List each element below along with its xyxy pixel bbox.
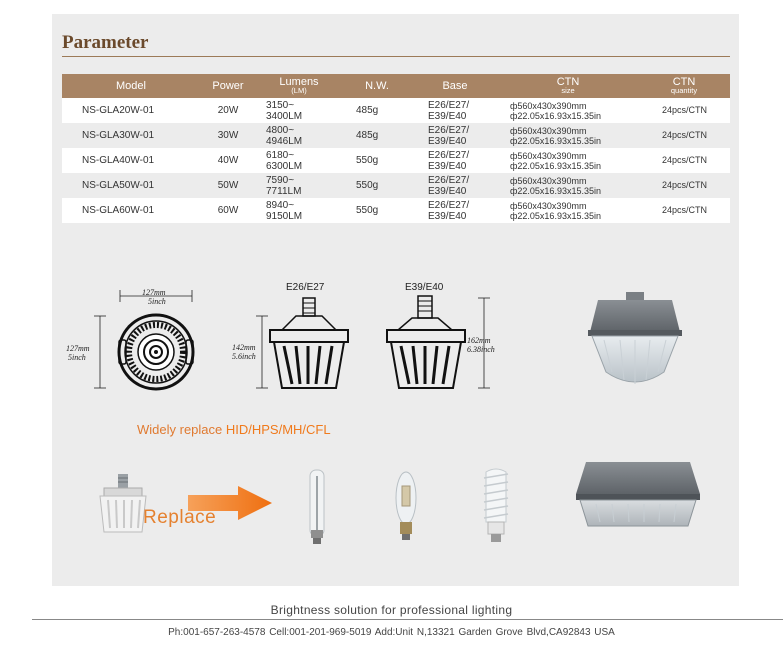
footer-divider bbox=[32, 619, 783, 620]
cell-lumens-line: 6300LM bbox=[266, 160, 303, 172]
cell-ctn-size-line: ф560x430x390mm bbox=[510, 125, 587, 136]
header-ctn-qty-label: CTN bbox=[672, 76, 696, 88]
cell-lumens-line: 3400LM bbox=[266, 110, 303, 122]
cell-ctn-size-line: ф560x430x390mm bbox=[510, 100, 587, 111]
cell-ctn-size-line: ф560x430x390mm bbox=[510, 150, 587, 161]
top-width-mm: 127mm bbox=[142, 288, 166, 297]
e26-height-mm: 142mm bbox=[232, 343, 256, 352]
e26-base-label: E26/E27 bbox=[286, 282, 325, 293]
footer-tagline: Brightness solution for professional lighting bbox=[270, 603, 513, 617]
cell-ctn-size-line: ф560x430x390mm bbox=[510, 175, 587, 186]
cell-ctn-qty-line: 24pcs/CTN bbox=[662, 155, 708, 165]
cell-ctn-size-line: ф22.05x16.93x15.35in bbox=[510, 135, 601, 146]
cell-lumens-line: 8940~ bbox=[266, 199, 295, 211]
cell-nw-line: 550g bbox=[356, 180, 379, 191]
led-corn-bulb-icon bbox=[100, 474, 146, 532]
cell-nw-line: 550g bbox=[356, 205, 379, 216]
e39-height-label bbox=[467, 336, 495, 354]
cell-lumens-line: 7711LM bbox=[266, 185, 302, 197]
e26-height-in: 5.6inch bbox=[232, 352, 256, 361]
cell-ctn-qty-line: 24pcs/CTN bbox=[662, 105, 708, 115]
cell-base-line: E26/E27/ bbox=[428, 124, 470, 136]
cell-lumens-line: 3150~ bbox=[266, 99, 295, 111]
cell-lumens-line: 6180~ bbox=[266, 149, 295, 161]
header-model: Model bbox=[62, 74, 200, 98]
cell-lumens-line: 7590~ bbox=[266, 174, 295, 186]
cell-base-line: E39/E40 bbox=[428, 160, 467, 172]
header-lumens-label: Lumens bbox=[279, 76, 319, 88]
footer-contact: Ph:001-657-263-4578 Cell:001-201-969-5019 Add:Unit N,13321 Garden Grove Blvd,CA92843 USA bbox=[168, 627, 615, 638]
canopy-fixture-square-icon bbox=[576, 462, 700, 526]
canopy-fixture-round-icon bbox=[588, 292, 682, 384]
cell-ctn-qty-line: 24pcs/CTN bbox=[662, 205, 708, 215]
top-height-in: 5inch bbox=[68, 353, 86, 362]
cell-lumens-line: 4800~ bbox=[266, 124, 295, 136]
cell-nw-line: 485g bbox=[356, 105, 379, 116]
cell-model-line: NS-GLA20W-01 bbox=[82, 105, 155, 116]
cell-base-line: E26/E27/ bbox=[428, 174, 470, 186]
cell-ctn-qty-line: 24pcs/CTN bbox=[662, 130, 708, 140]
replace-word: Replace bbox=[143, 507, 217, 528]
cell-lumens-line: 9150LM bbox=[266, 210, 303, 222]
cell-power-line: 30W bbox=[217, 130, 239, 141]
header-power: Power bbox=[200, 74, 256, 98]
cell-power-line: 40W bbox=[217, 155, 239, 166]
header-lumens-unit: (LM) bbox=[291, 86, 307, 95]
cell-ctn-size-line: ф560x430x390mm bbox=[510, 200, 587, 211]
cell-model-line: NS-GLA60W-01 bbox=[82, 205, 155, 216]
cell-model-line: NS-GLA50W-01 bbox=[82, 180, 155, 191]
header-ctn-qty-sub: quantity bbox=[670, 86, 698, 95]
cell-base-line: E39/E40 bbox=[428, 210, 467, 222]
cell-base-line: E39/E40 bbox=[428, 185, 467, 197]
cell-base-line: E26/E27/ bbox=[428, 149, 470, 161]
cell-base-line: E26/E27/ bbox=[428, 199, 470, 211]
cell-ctn-size-line: ф22.05x16.93x15.35in bbox=[510, 110, 601, 121]
cell-power-line: 60W bbox=[217, 205, 239, 216]
top-width-in: 5inch bbox=[148, 297, 166, 306]
cell-base-line: E26/E27/ bbox=[428, 99, 470, 111]
header-ctn-size-sub: size bbox=[561, 86, 575, 95]
cell-ctn-qty-line: 24pcs/CTN bbox=[662, 180, 708, 190]
cell-base-line: E39/E40 bbox=[428, 135, 467, 147]
cell-model-line: NS-GLA30W-01 bbox=[82, 130, 155, 141]
cell-model-line: NS-GLA40W-01 bbox=[82, 155, 155, 166]
e39-base-label: E39/E40 bbox=[405, 282, 444, 293]
top-height-mm: 127mm bbox=[66, 344, 90, 353]
header-nw: N.W. bbox=[342, 74, 412, 98]
header-base: Base bbox=[412, 74, 498, 98]
replace-heading-lead: Widely replace bbox=[137, 422, 226, 437]
cell-ctn-size-line: ф22.05x16.93x15.35in bbox=[510, 210, 601, 221]
top-width-label bbox=[142, 288, 166, 306]
hps-lamp-icon bbox=[310, 470, 324, 544]
e39-height-in: 6.38inch bbox=[467, 345, 495, 354]
cell-nw-line: 550g bbox=[356, 155, 379, 166]
header-ctn-size-label: CTN bbox=[556, 76, 580, 88]
cell-nw-line: 485g bbox=[356, 130, 379, 141]
top-height-label bbox=[66, 344, 90, 362]
e26-height-label bbox=[232, 343, 256, 361]
cfl-lamp-icon bbox=[484, 469, 508, 542]
cell-power-line: 20W bbox=[217, 105, 239, 116]
mh-lamp-icon bbox=[396, 472, 416, 540]
replace-heading-types: HID/HPS/MH/CFL bbox=[225, 422, 331, 437]
cell-power-line: 50W bbox=[217, 180, 239, 191]
replace-heading bbox=[137, 422, 331, 437]
led-bulb-side-e26-icon bbox=[256, 298, 348, 388]
section-title: Parameter bbox=[62, 32, 149, 53]
cell-base-line: E39/E40 bbox=[428, 110, 467, 122]
cell-ctn-size-line: ф22.05x16.93x15.35in bbox=[510, 160, 601, 171]
cell-ctn-size-line: ф22.05x16.93x15.35in bbox=[510, 185, 601, 196]
e39-height-mm: 162mm bbox=[467, 336, 491, 345]
cell-lumens-line: 4946LM bbox=[266, 135, 303, 147]
